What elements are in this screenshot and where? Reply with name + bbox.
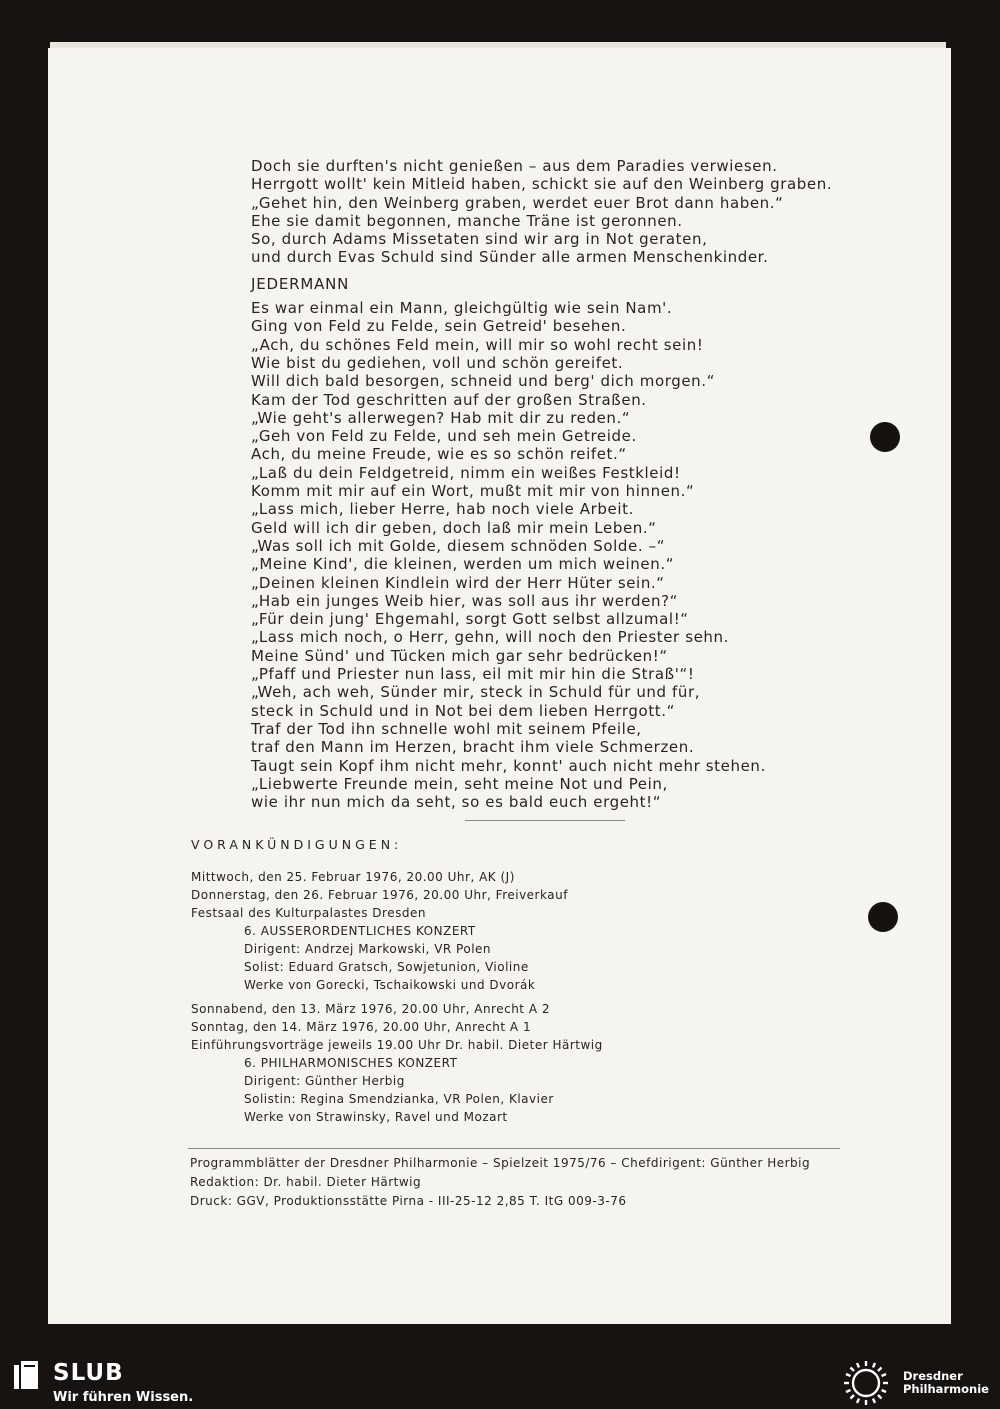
event-date: Mittwoch, den 25. Februar 1976, 20.00 Uhr, AK (J) [191, 870, 515, 884]
imprint-line: Druck: GGV, Produktionsstätte Pirna - III-25-12 2,85 T. ItG 009-3-76 [190, 1194, 627, 1208]
poem-line: „Was soll ich mit Golde, diesem schnöden Solde. –“ [251, 536, 666, 555]
poem-line: Traf der Tod ihn schnelle wohl mit seinem Pfeile, [251, 719, 642, 738]
poem-line: steck in Schuld und in Not bei dem lieben Herrgott.“ [251, 701, 676, 720]
poem-line: Kam der Tod geschritten auf der großen Straßen. [251, 390, 647, 409]
poem-line: Ach, du meine Freude, wie es so schön reifet.“ [251, 445, 627, 464]
event-soloist: Solist: Eduard Gratsch, Sowjetunion, Violine [244, 960, 529, 974]
poem-stanza-jedermann [251, 299, 832, 811]
announcement-event-2 [191, 1000, 603, 1126]
slub-claim: Wir führen Wissen. [53, 1390, 194, 1405]
poem-line: „Liebwerte Freunde mein, seht meine Not und Pein, [251, 774, 668, 793]
poem-line: Taugt sein Kopf ihm nicht mehr, konnt' auch nicht mehr stehen. [251, 756, 766, 775]
poem-line: Geld will ich dir geben, doch laß mir mein Leben.“ [251, 518, 657, 537]
poem-line: „Weh, ach weh, Sünder mir, steck in Schuld für und für, [251, 683, 701, 702]
poem-line: „Gehet hin, den Weinberg graben, werdet euer Brot dann haben.“ [251, 193, 784, 212]
poem-stanza-eve [251, 157, 832, 267]
event-name: 6. AUSSERORDENTLICHES KONZERT [244, 924, 476, 938]
event-name: 6. PHILHARMONISCHES KONZERT [244, 1056, 458, 1070]
dp-line: Dresdner [903, 1369, 963, 1383]
poem-line: Ehe sie damit begonnen, manche Träne ist geronnen. [251, 211, 683, 230]
poem-line: „Deinen kleinen Kindlein wird der Herr Hüter sein.“ [251, 573, 665, 592]
event-intro: Einführungsvorträge jeweils 19.00 Uhr Dr. habil. Dieter Härtwig [191, 1038, 603, 1052]
announcement-event-1 [191, 868, 603, 994]
event-conductor: Dirigent: Andrzej Markowski, VR Polen [244, 942, 492, 956]
poem-heading: JEDERMANN [251, 274, 350, 293]
poem [251, 157, 832, 811]
divider [465, 820, 625, 821]
poem-line: Will dich bald besorgen, schneid und berg' dich morgen.“ [251, 372, 716, 391]
poem-line: Komm mit mir auf ein Wort, mußt mit mir von hinnen.“ [251, 482, 695, 501]
poem-line: Wie bist du gediehen, voll und schön gereifet. [251, 353, 624, 372]
imprint [190, 1154, 810, 1211]
poem-line: „Laß du dein Feldgetreid, nimm ein weißes Festkleid! [251, 463, 681, 482]
poem-line: „Lass mich noch, o Herr, gehn, will noch den Priester sehn. [251, 628, 730, 647]
poem-line: Meine Sünd' und Tücken mich gar sehr bedrücken!“ [251, 646, 668, 665]
poem-line: „Ach, du schönes Feld mein, will mir so wohl recht sein! [251, 335, 704, 354]
poem-line: „Lass mich, lieber Herre, hab noch viele Arbeit. [251, 500, 634, 519]
poem-line: und durch Evas Schuld sind Sünder alle armen Menschenkinder. [251, 248, 769, 267]
dresdner-philharmonie-logo-text[interactable] [903, 1370, 989, 1396]
imprint-line: Programmblätter der Dresdner Philharmonie – Spielzeit 1975/76 – Chefdirigent: Günther Herbig [190, 1156, 811, 1170]
imprint-line: Redaktion: Dr. habil. Dieter Härtwig [190, 1175, 422, 1189]
event-soloist: Solistin: Regina Smendzianka, VR Polen, Klavier [244, 1092, 554, 1106]
poem-line: „Geh von Feld zu Felde, und seh mein Getreide. [251, 427, 637, 446]
divider [188, 1148, 840, 1149]
poem-line: „Pfaff und Priester nun lass, eil mit mir hin die Straß'“! [251, 665, 695, 684]
footer-bar [0, 1357, 1000, 1409]
poem-line: wie ihr nun mich da seht, so es bald euch ergeht!“ [251, 793, 662, 812]
event-venue: Festsaal des Kulturpalastes Dresden [191, 906, 426, 920]
poem-line: traf den Mann im Herzen, bracht ihm viele Schmerzen. [251, 738, 695, 757]
event-date: Sonnabend, den 13. März 1976, 20.00 Uhr, Anrecht A 2 [191, 1002, 550, 1016]
book-stack-icon[interactable] [14, 1361, 40, 1391]
poem-line: „Meine Kind', die kleinen, werden um mich weinen.“ [251, 555, 675, 574]
event-works: Werke von Strawinsky, Ravel und Mozart [244, 1110, 508, 1124]
poem-line: So, durch Adams Missetaten sind wir arg in Not geraten, [251, 230, 708, 249]
slub-logo-text[interactable]: SLUB [53, 1360, 124, 1386]
event-works: Werke von Gorecki, Tschaikowski und Dvorák [244, 978, 536, 992]
sunburst-logo-icon[interactable] [840, 1359, 892, 1407]
punch-hole [868, 902, 898, 932]
poem-line: Es war einmal ein Mann, gleichgültig wie sein Nam'. [251, 299, 673, 318]
punch-hole [870, 422, 900, 452]
poem-line: „Wie geht's allerwegen? Hab mit dir zu reden.“ [251, 408, 631, 427]
dp-line: Philharmonie [903, 1382, 989, 1396]
event-date: Sonntag, den 14. März 1976, 20.00 Uhr, Anrecht A 1 [191, 1020, 532, 1034]
event-date: Donnerstag, den 26. Februar 1976, 20.00 Uhr, Freiverkauf [191, 888, 568, 902]
poem-line: Doch sie durften's nicht genießen – aus dem Paradies verwiesen. [251, 157, 778, 175]
program-page [48, 48, 951, 1324]
poem-line: Ging von Feld zu Felde, sein Getreid' besehen. [251, 317, 627, 336]
poem-line: „Hab ein junges Weib hier, was soll aus ihr werden?“ [251, 591, 679, 610]
poem-line: „Für dein jung' Ehgemahl, sorgt Gott selbst allzumal!“ [251, 610, 689, 629]
announcements-title: VORANKÜNDIGUNGEN: [191, 837, 403, 852]
announcements [191, 836, 603, 1126]
event-conductor: Dirigent: Günther Herbig [244, 1074, 405, 1088]
poem-line: Herrgott wollt' kein Mitleid haben, schickt sie auf den Weinberg graben. [251, 175, 833, 194]
